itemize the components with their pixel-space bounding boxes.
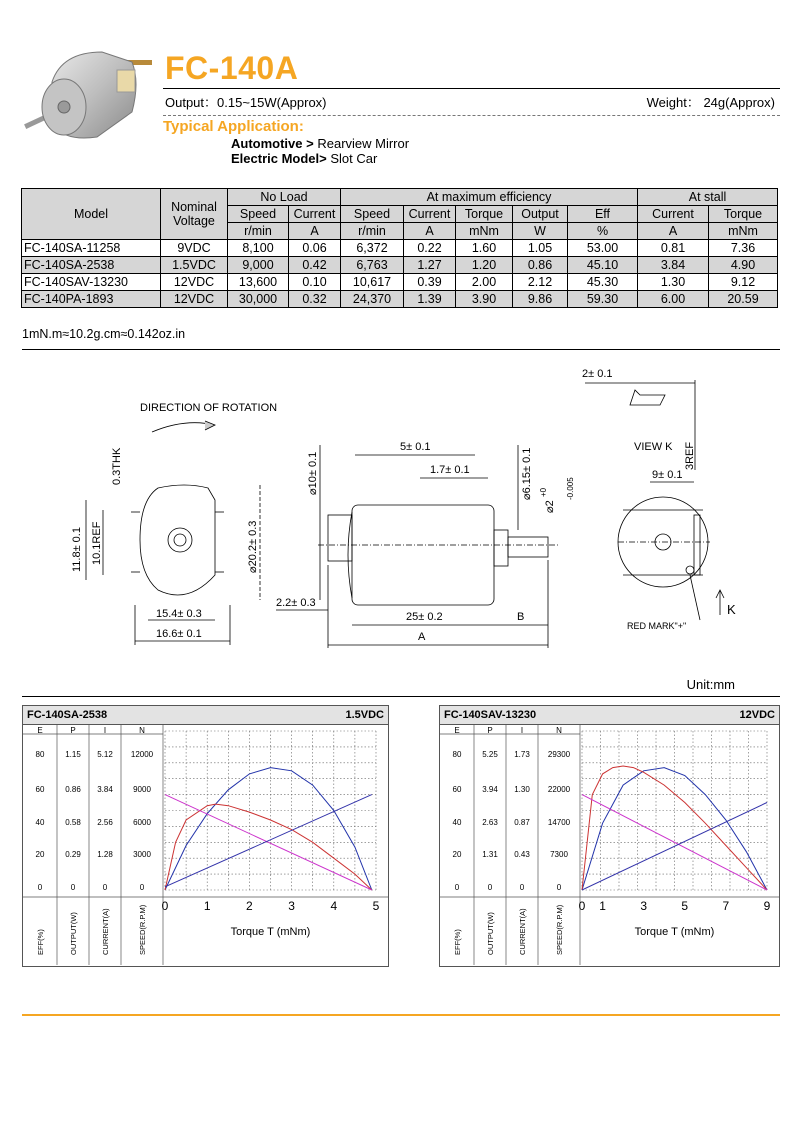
side-view-front-bushing [494, 530, 508, 566]
view-k-label: VIEW K [634, 441, 673, 453]
table-cell: 3.90 [456, 291, 513, 308]
table-cell: 6.00 [638, 291, 709, 308]
column-header: Torque [456, 206, 513, 223]
header-model: Model [22, 189, 161, 240]
column-label: CURRENT(A) [518, 908, 527, 955]
table-cell: 12VDC [161, 291, 228, 308]
axis-value: 0 [70, 883, 76, 892]
table-cell: 9VDC [161, 240, 228, 257]
dim-11.8: 11.8± 0.1 [71, 527, 83, 572]
column-label: EFF(%) [36, 929, 45, 955]
column-head: I [103, 726, 107, 735]
x-tick-label: 3 [640, 899, 648, 913]
unit-cell: A [289, 223, 341, 240]
axis-value: 80 [35, 750, 45, 759]
column-label: SPEED(R.P.M) [138, 904, 147, 955]
table-cell: 24,370 [341, 291, 404, 308]
x-tick-label: 7 [722, 899, 730, 913]
axis-value: 0 [139, 883, 145, 892]
unit-cell: A [404, 223, 456, 240]
axis-value: 1.31 [482, 850, 498, 859]
header-nominal-voltage: Nominal Voltage [161, 189, 228, 240]
dim-3ref: 3REF [684, 441, 696, 470]
column-header: Output [513, 206, 568, 223]
dim-b: B [517, 611, 525, 623]
model-cell: FC-140PA-1893 [22, 291, 161, 308]
section-rule-1 [22, 349, 780, 350]
spec-table [21, 188, 778, 308]
column-header: Eff [568, 206, 638, 223]
table-cell: 4.90 [709, 257, 778, 274]
axis-value: 6000 [133, 818, 151, 827]
column-head: P [70, 726, 76, 735]
output-range: Output：0.15~15W(Approx) [165, 95, 327, 110]
table-cell: 9,000 [228, 257, 289, 274]
electric-label: Electric Model> [231, 151, 327, 166]
dim-0.3thk: 0.3THK [111, 447, 123, 485]
axis-value: 60 [35, 785, 45, 794]
series-line-1 [165, 804, 372, 890]
column-label: EFF(%) [453, 929, 462, 955]
column-header: Current [289, 206, 341, 223]
dim-25: 25± 0.2 [406, 611, 443, 623]
end-view-body [140, 485, 215, 595]
chart-fc140sav-13230 [439, 705, 780, 967]
x-axis-label: Torque T (mNm) [230, 926, 311, 938]
dim-1.7: 1.7± 0.1 [430, 464, 470, 476]
series-line-0 [165, 768, 372, 890]
motor-photo [22, 42, 157, 147]
table-cell: 0.06 [289, 240, 341, 257]
table-cell: 1.39 [404, 291, 456, 308]
chart-header [23, 706, 388, 725]
x-tick-label: 5 [372, 899, 380, 913]
dim-2.2: 2.2± 0.3 [276, 597, 316, 609]
x-tick-label: 0 [578, 899, 586, 913]
direction-label: DIRECTION OF ROTATION [140, 402, 278, 414]
axis-value: 9000 [133, 785, 151, 794]
chart-fc140sa-2538 [22, 705, 389, 967]
table-cell: 0.22 [404, 240, 456, 257]
column-label: CURRENT(A) [101, 908, 110, 955]
x-tick-label: 1 [599, 899, 606, 913]
axis-value: 0.87 [514, 818, 530, 827]
header-no-load: No Load [228, 189, 341, 206]
section-rule-2 [22, 696, 780, 697]
table-cell: 8,100 [228, 240, 289, 257]
column-head: P [487, 726, 493, 735]
dim-15.4: 15.4± 0.3 [156, 608, 202, 620]
axis-value: 3000 [133, 850, 151, 859]
axis-value: 1.28 [97, 850, 113, 859]
table-cell: 2.12 [513, 274, 568, 291]
x-axis-label: Torque T (mNm) [634, 926, 715, 938]
unit-cell: A [638, 223, 709, 240]
unit-cell: mNm [456, 223, 513, 240]
table-cell: 9.12 [709, 274, 778, 291]
axis-value: 7300 [550, 850, 568, 859]
table-cell: 9.86 [513, 291, 568, 308]
table-cell: 59.30 [568, 291, 638, 308]
axis-value: 0.43 [514, 850, 530, 859]
axis-value: 40 [35, 818, 45, 827]
chart-title: FC-140SAV-13230 [444, 709, 537, 721]
k-arrow-label: K [727, 602, 736, 617]
dim-2-tol-top: +0 [539, 487, 548, 497]
axis-value: 0.29 [65, 850, 81, 859]
column-header: Current [638, 206, 709, 223]
table-cell: 6,372 [341, 240, 404, 257]
table-cell: 1.27 [404, 257, 456, 274]
table-row [22, 291, 778, 308]
axis-value: 0.58 [65, 818, 81, 827]
unit-label: Unit:mm [686, 677, 735, 692]
axis-value: 60 [452, 785, 462, 794]
table-cell: 13,600 [228, 274, 289, 291]
conversion-note: 1mN.m≈10.2g.cm≈0.142oz.in [22, 327, 186, 341]
chart-plot [440, 725, 779, 966]
table-cell: 30,000 [228, 291, 289, 308]
chart-voltage: 1.5VDC [345, 709, 384, 721]
spec-body [22, 240, 778, 308]
table-row [22, 257, 778, 274]
x-tick-label: 0 [161, 899, 169, 913]
table-cell: 7.36 [709, 240, 778, 257]
chart-voltage: 12VDC [739, 709, 775, 721]
table-cell: 1.5VDC [161, 257, 228, 274]
dimension-drawing [0, 355, 800, 685]
table-cell: 0.32 [289, 291, 341, 308]
axis-value: 2.63 [482, 818, 498, 827]
weight: Weight： 24g(Approx) [646, 95, 775, 110]
axis-value: 2.56 [97, 818, 113, 827]
unit-cell: mNm [709, 223, 778, 240]
axis-value: 0 [487, 883, 493, 892]
column-header: Torque [709, 206, 778, 223]
axis-value: 0 [37, 883, 43, 892]
table-cell: 45.30 [568, 274, 638, 291]
end-view-bearing [168, 528, 192, 552]
table-cell: 1.30 [638, 274, 709, 291]
end-view-shaft [174, 534, 186, 546]
column-head: N [139, 726, 145, 735]
axis-value: 20 [35, 850, 45, 859]
title-rule [163, 88, 780, 89]
chart-header [440, 706, 779, 725]
table-cell: 0.81 [638, 240, 709, 257]
dim-2-tol-bot: -0.005 [566, 477, 575, 500]
red-mark-label: RED MARK"+" [627, 621, 687, 631]
footer-rule [22, 1014, 780, 1016]
x-tick-label: 2 [246, 899, 253, 913]
dim-6.15: ⌀6.15± 0.1 [521, 447, 533, 500]
x-tick-label: 1 [203, 899, 211, 913]
table-cell: 1.20 [456, 257, 513, 274]
column-header: Speed [228, 206, 289, 223]
axis-value: 1.30 [514, 785, 530, 794]
column-head: N [556, 726, 562, 735]
axis-value: 0 [556, 883, 562, 892]
side-view-endcap [348, 512, 352, 598]
dim-10: ⌀10± 0.1 [307, 451, 319, 495]
table-cell: 20.59 [709, 291, 778, 308]
dim-20.2: ⌀20.2± 0.3 [247, 520, 259, 573]
axis-value: 1.15 [65, 750, 81, 759]
x-tick-label: 5 [681, 899, 689, 913]
axis-value: 0 [454, 883, 460, 892]
table-cell: 0.42 [289, 257, 341, 274]
table-cell: 2.00 [456, 274, 513, 291]
table-cell: 6,763 [341, 257, 404, 274]
chart-plot [23, 725, 388, 966]
axis-value: 29300 [547, 750, 571, 759]
table-cell: 0.39 [404, 274, 456, 291]
axis-value: 5.25 [482, 750, 498, 759]
table-cell: 3.84 [638, 257, 709, 274]
column-label: OUTPUT(W) [486, 912, 495, 955]
axis-value: 80 [452, 750, 462, 759]
axis-value: 14700 [547, 818, 571, 827]
axis-value: 22000 [547, 785, 571, 794]
model-cell: FC-140SA-2538 [22, 257, 161, 274]
model-cell: FC-140SA-11258 [22, 240, 161, 257]
table-cell: 1.05 [513, 240, 568, 257]
application-automotive [231, 136, 409, 151]
table-cell: 12VDC [161, 274, 228, 291]
table-row [22, 240, 778, 257]
table-cell: 45.10 [568, 257, 638, 274]
header-stall: At stall [638, 189, 778, 206]
axis-value: 20 [452, 850, 462, 859]
axis-value: 40 [452, 818, 462, 827]
unit-cell: r/min [228, 223, 289, 240]
axis-value: 3.94 [482, 785, 498, 794]
product-title: FC-140A [165, 50, 299, 86]
dim-10.1ref: 10.1REF [91, 521, 103, 565]
electric-value: Slot Car [330, 151, 378, 166]
header-max-eff: At maximum efficiency [341, 189, 638, 206]
table-row [22, 274, 778, 291]
column-label: SPEED(R.P.M) [555, 904, 564, 955]
x-tick-label: 9 [763, 899, 771, 913]
column-head: E [454, 726, 460, 735]
axis-value: 0 [102, 883, 108, 892]
side-view-body [352, 505, 494, 605]
table-cell: 0.10 [289, 274, 341, 291]
unit-cell: r/min [341, 223, 404, 240]
axis-value: 5.12 [97, 750, 113, 759]
model-cell: FC-140SAV-13230 [22, 274, 161, 291]
dim-2-top: 2± 0.1 [582, 368, 613, 380]
unit-cell: W [513, 223, 568, 240]
dim-16.6: 16.6± 0.1 [156, 628, 202, 640]
dim-2: ⌀2 [544, 500, 556, 513]
column-header: Speed [341, 206, 404, 223]
dashed-rule [163, 115, 780, 116]
axis-value: 1.73 [514, 750, 530, 759]
rotation-arrowhead [205, 421, 215, 430]
table-cell: 1.60 [456, 240, 513, 257]
axis-value: 0 [519, 883, 525, 892]
side-view-shaft [508, 537, 548, 557]
column-head: E [37, 726, 43, 735]
dim-5: 5± 0.1 [400, 441, 431, 453]
table-cell: 53.00 [568, 240, 638, 257]
automotive-label: Automotive > [231, 136, 314, 151]
table-cell: 0.86 [513, 257, 568, 274]
application-title: Typical Application: [163, 118, 304, 135]
dim-9: 9± 0.1 [652, 469, 683, 481]
chart-title: FC-140SA-2538 [27, 709, 108, 721]
x-tick-label: 3 [288, 899, 295, 913]
column-head: I [520, 726, 524, 735]
application-electric [231, 151, 377, 166]
x-tick-label: 4 [330, 899, 338, 913]
red-mark-terminal [686, 566, 694, 574]
column-label: OUTPUT(W) [69, 912, 78, 955]
automotive-value: Rearview Mirror [317, 136, 410, 151]
dim-a: A [418, 631, 426, 643]
axis-value: 12000 [130, 750, 154, 759]
axis-value: 0.86 [65, 785, 81, 794]
table-cell: 10,617 [341, 274, 404, 291]
column-header: Current [404, 206, 456, 223]
unit-cell: % [568, 223, 638, 240]
axis-value: 3.84 [97, 785, 113, 794]
